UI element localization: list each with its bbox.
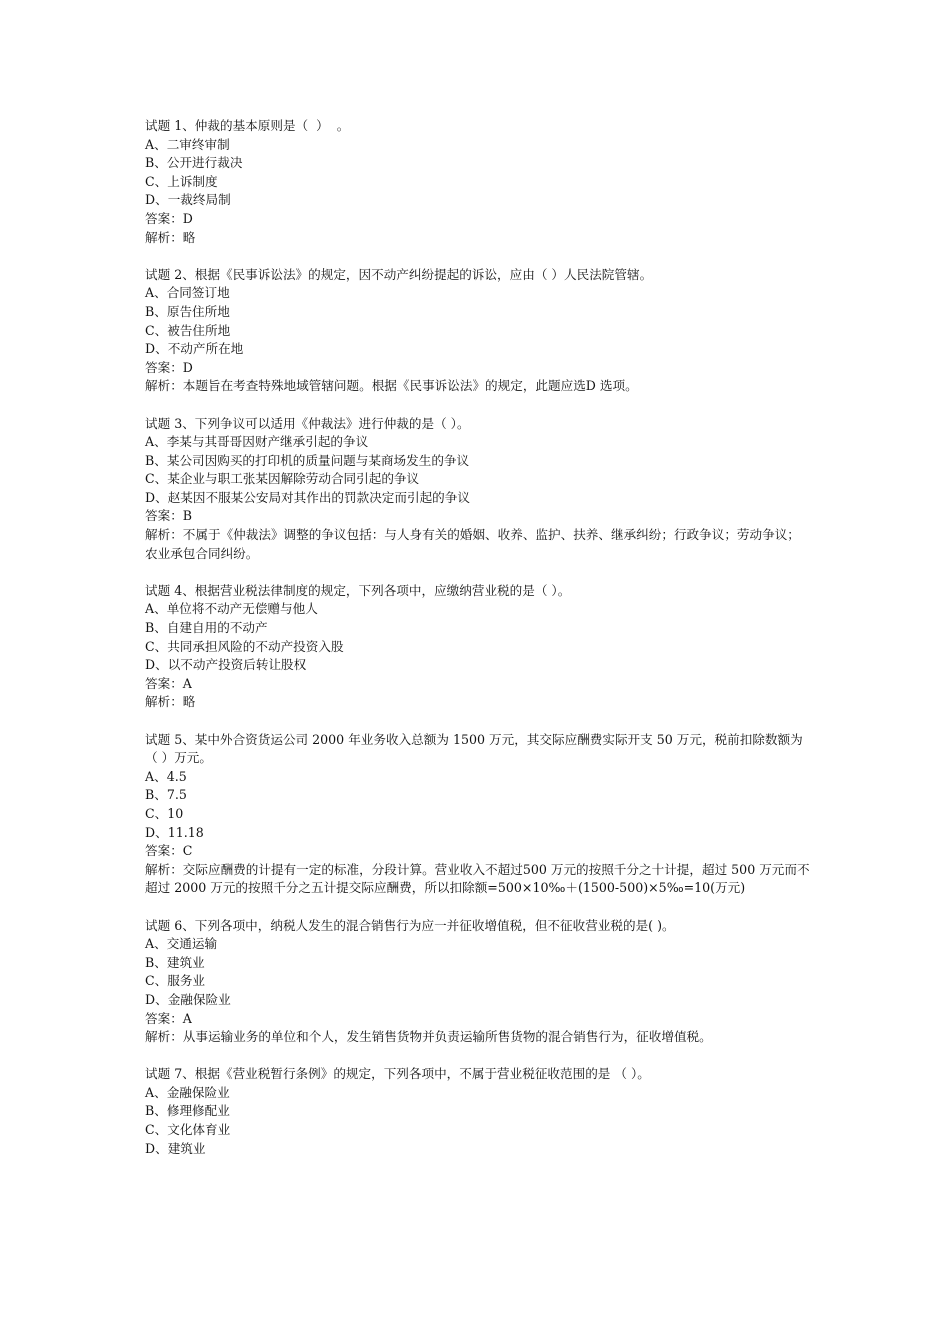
option-a: A、金融保险业 (145, 1084, 230, 1100)
option-c: C、服务业 (145, 973, 206, 989)
question-7 (145, 1065, 810, 1158)
option-b: B、公开进行裁决 (145, 155, 243, 171)
option-d: D、不动产所在地 (145, 341, 244, 357)
option-c: C、被告住所地 (145, 322, 231, 338)
question-3 (145, 415, 810, 564)
option-a: A、二审终审制 (145, 136, 230, 152)
option-c: C、共同承担风险的不动产投资入股 (145, 638, 344, 654)
answer-line: 答案：B (145, 508, 193, 524)
option-d: D、11.18 (145, 824, 204, 840)
answer-line: 答案：D (145, 359, 193, 375)
question-stem: 试题 5、某中外合资货运公司 2000 年业务收入总额为 1500 万元，其交际应酬费实际开支 50 万元，税前扣除数额为（ ）万元。 (145, 731, 803, 766)
option-c: C、文化体育业 (145, 1122, 231, 1138)
document-page (145, 117, 810, 1177)
option-c: C、某企业与职工张某因解除劳动合同引起的争议 (145, 471, 420, 487)
option-b: B、修理修配业 (145, 1103, 230, 1119)
question-6 (145, 917, 810, 1047)
option-d: D、一裁终局制 (145, 192, 231, 208)
analysis-line: 解析：交际应酬费的计提有一定的标准，分段计算。营业收入不超过500 万元的按照千分之十计提，超过 500 万元而不超过 2000 万元的按照千分之五计提交际应酬费，所以扣除额=500×10‰＋(1500-500)×5‰=10(万元) (145, 861, 810, 896)
option-b: B、建筑业 (145, 954, 205, 970)
answer-line: 答案：A (145, 1010, 192, 1026)
question-stem: 试题 3、下列争议可以适用《仲裁法》进行仲裁的是（ ）。 (145, 415, 470, 431)
option-b: B、某公司因购买的打印机的质量问题与某商场发生的争议 (145, 452, 470, 468)
analysis-line: 解析：略 (145, 694, 196, 710)
analysis-line: 解析：从事运输业务的单位和个人，发生销售货物并负责运输所售货物的混合销售行为，征收增值税。 (145, 1029, 712, 1045)
option-c: C、10 (145, 805, 184, 821)
option-a: A、单位将不动产无偿赠与他人 (145, 601, 318, 617)
question-stem: 试题 6、下列各项中，纳税人发生的混合销售行为应一并征收增值税，但不征收营业税的是( )。 (145, 917, 675, 933)
option-d: D、建筑业 (145, 1140, 206, 1156)
analysis-line: 解析：略 (145, 229, 196, 245)
option-d: D、金融保险业 (145, 991, 231, 1007)
question-2 (145, 266, 810, 396)
option-a: A、合同签订地 (145, 285, 230, 301)
option-d: D、赵某因不服某公安局对其作出的罚款决定而引起的争议 (145, 489, 470, 505)
question-4 (145, 582, 810, 712)
analysis-line: 解析：不属于《仲裁法》调整的争议包括：与人身有关的婚姻、收养、监护、扶养、继承纠纷；行政争议；劳动争议；农业承包合同纠纷。 (145, 527, 800, 561)
option-b: B、7.5 (145, 787, 187, 803)
option-b: B、原告住所地 (145, 303, 230, 319)
question-5 (145, 731, 810, 898)
option-c: C、上诉制度 (145, 173, 218, 189)
option-a: A、交通运输 (145, 936, 218, 952)
question-stem: 试题 1、仲裁的基本原则是（ ） 。 (145, 118, 350, 133)
answer-line: 答案：C (145, 843, 193, 859)
option-a: A、李某与其哥哥因财产继承引起的争议 (145, 434, 369, 450)
question-stem: 试题 7、根据《营业税暂行条例》的规定，下列各项中，不属于营业税征收范围的是 （ ）。 (145, 1066, 650, 1082)
answer-line: 答案：A (145, 675, 192, 691)
option-a: A、4.5 (145, 768, 187, 784)
analysis-line: 解析：本题旨在考查特殊地域管辖问题。根据《民事诉讼法》的规定，此题应选D 选项。 (145, 378, 638, 394)
option-b: B、自建自用的不动产 (145, 620, 268, 636)
answer-line: 答案：D (145, 210, 193, 226)
question-stem: 试题 4、根据营业税法律制度的规定，下列各项中，应缴纳营业税的是（ ）。 (145, 582, 571, 598)
option-d: D、以不动产投资后转让股权 (145, 657, 307, 673)
question-1 (145, 117, 810, 247)
question-stem: 试题 2、根据《民事诉讼法》的规定，因不动产纠纷提起的诉讼，应由（ ）人民法院管辖。 (145, 266, 653, 282)
